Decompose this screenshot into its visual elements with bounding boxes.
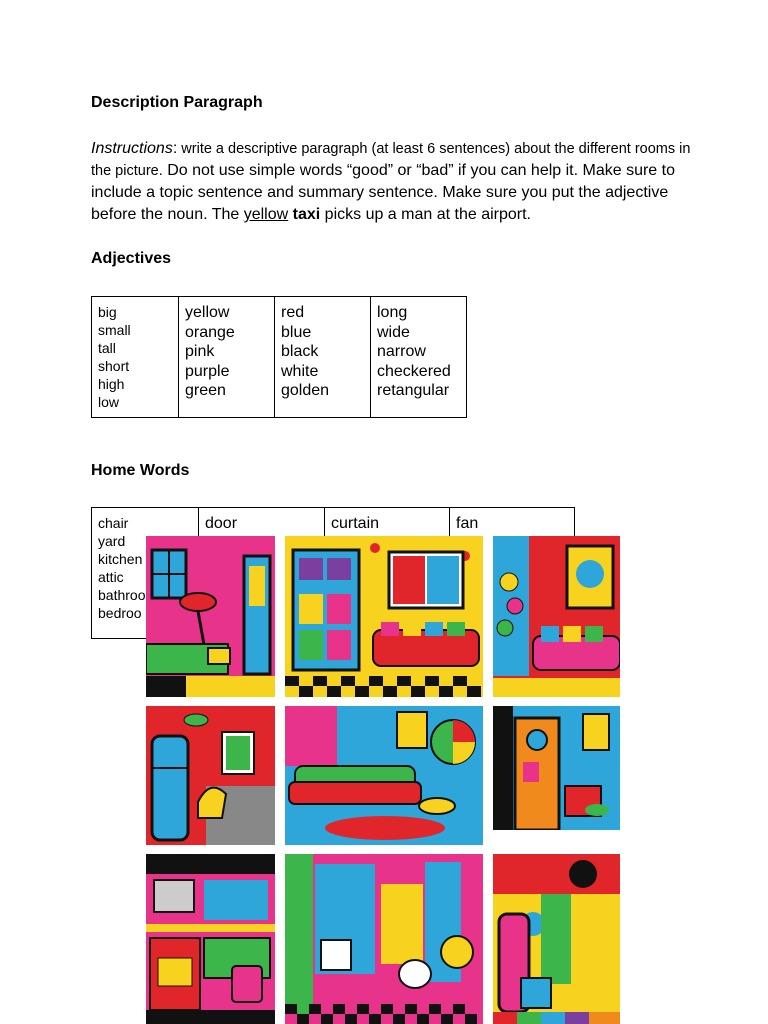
adjective-word: black bbox=[281, 343, 319, 361]
home-word: curtain bbox=[331, 515, 380, 532]
room-panel-fridge-chair bbox=[146, 706, 275, 845]
rooms-collage-image bbox=[146, 536, 620, 1024]
instructions-text-2: Do not use simple words “good” or “bad” if you can help it. Make sure to include a topic sentence and summary sentence. Make sure you put the adjective before the noun. The bbox=[91, 162, 675, 223]
room-panel-kitchen bbox=[146, 854, 275, 1024]
home-word: yard bbox=[98, 533, 126, 549]
adjectives-heading: Adjectives bbox=[91, 250, 172, 267]
adjective-word: high bbox=[98, 376, 125, 392]
adjective-word: orange bbox=[185, 323, 235, 341]
adjectives-column-color-1 bbox=[179, 297, 274, 407]
adjectives-column bbox=[92, 297, 179, 418]
room-panel-lamp-corner bbox=[146, 536, 275, 697]
home-words-column-2 bbox=[199, 508, 324, 540]
room-panel-bathroom-curtain bbox=[285, 854, 483, 1024]
instructions-text-1: write a descriptive paragraph (at least 6 sentences) about the different rooms in the picture. bbox=[91, 141, 691, 179]
adjectives-column bbox=[371, 297, 467, 418]
home-words-column-3 bbox=[325, 508, 449, 540]
adjectives-column-size bbox=[92, 297, 178, 417]
adjective-word: long bbox=[377, 304, 408, 321]
home-words-column-4 bbox=[450, 508, 574, 540]
adjective-word: tall bbox=[98, 340, 116, 356]
home-word: door bbox=[205, 515, 238, 532]
home-word: chair bbox=[98, 515, 129, 531]
room-panel-green-sofa bbox=[285, 706, 483, 845]
adjectives-column bbox=[275, 297, 371, 418]
adjective-word: yellow bbox=[185, 304, 230, 321]
adjective-word: red bbox=[281, 304, 305, 321]
home-word: attic bbox=[98, 569, 124, 585]
adjectives-column-shape bbox=[371, 297, 466, 407]
home-word: bedroo bbox=[98, 605, 142, 621]
instructions-paragraph bbox=[91, 138, 691, 226]
adjective-word: checkered bbox=[377, 362, 451, 380]
home-words-heading: Home Words bbox=[91, 462, 190, 479]
example-noun: taxi bbox=[292, 206, 321, 223]
room-panel-orange-door bbox=[493, 706, 620, 845]
room-panel-pink-fridge bbox=[493, 854, 620, 1024]
adjective-word: big bbox=[98, 304, 117, 320]
page-title: Description Paragraph bbox=[91, 94, 263, 111]
instructions-colon: : bbox=[172, 140, 178, 157]
adjective-word: short bbox=[98, 358, 130, 374]
home-word: bathroo bbox=[98, 587, 146, 603]
home-word: fan bbox=[456, 515, 479, 532]
example-adjective: yellow bbox=[243, 206, 289, 223]
room-panel-living-portrait bbox=[285, 536, 483, 697]
home-word: kitchen bbox=[98, 551, 143, 567]
adjective-word: pink bbox=[185, 343, 215, 361]
adjective-word: golden bbox=[281, 382, 330, 400]
adjective-word: purple bbox=[185, 362, 230, 380]
adjective-word: blue bbox=[281, 323, 312, 341]
adjective-word: low bbox=[98, 394, 120, 410]
adjective-word: narrow bbox=[377, 343, 426, 361]
adjectives-column-color-2 bbox=[275, 297, 370, 407]
adjective-word: wide bbox=[377, 323, 410, 341]
room-panel-sofa-portrait bbox=[493, 536, 620, 697]
adjective-word: white bbox=[281, 362, 319, 380]
adjectives-table bbox=[91, 296, 467, 418]
instructions-label: Instructions bbox=[91, 140, 173, 157]
adjective-word: small bbox=[98, 322, 131, 338]
adjective-word: green bbox=[185, 382, 226, 400]
adjective-word: retangular bbox=[377, 382, 450, 400]
example-rest: picks up a man at the airport. bbox=[320, 206, 531, 223]
adjectives-column bbox=[179, 297, 275, 418]
